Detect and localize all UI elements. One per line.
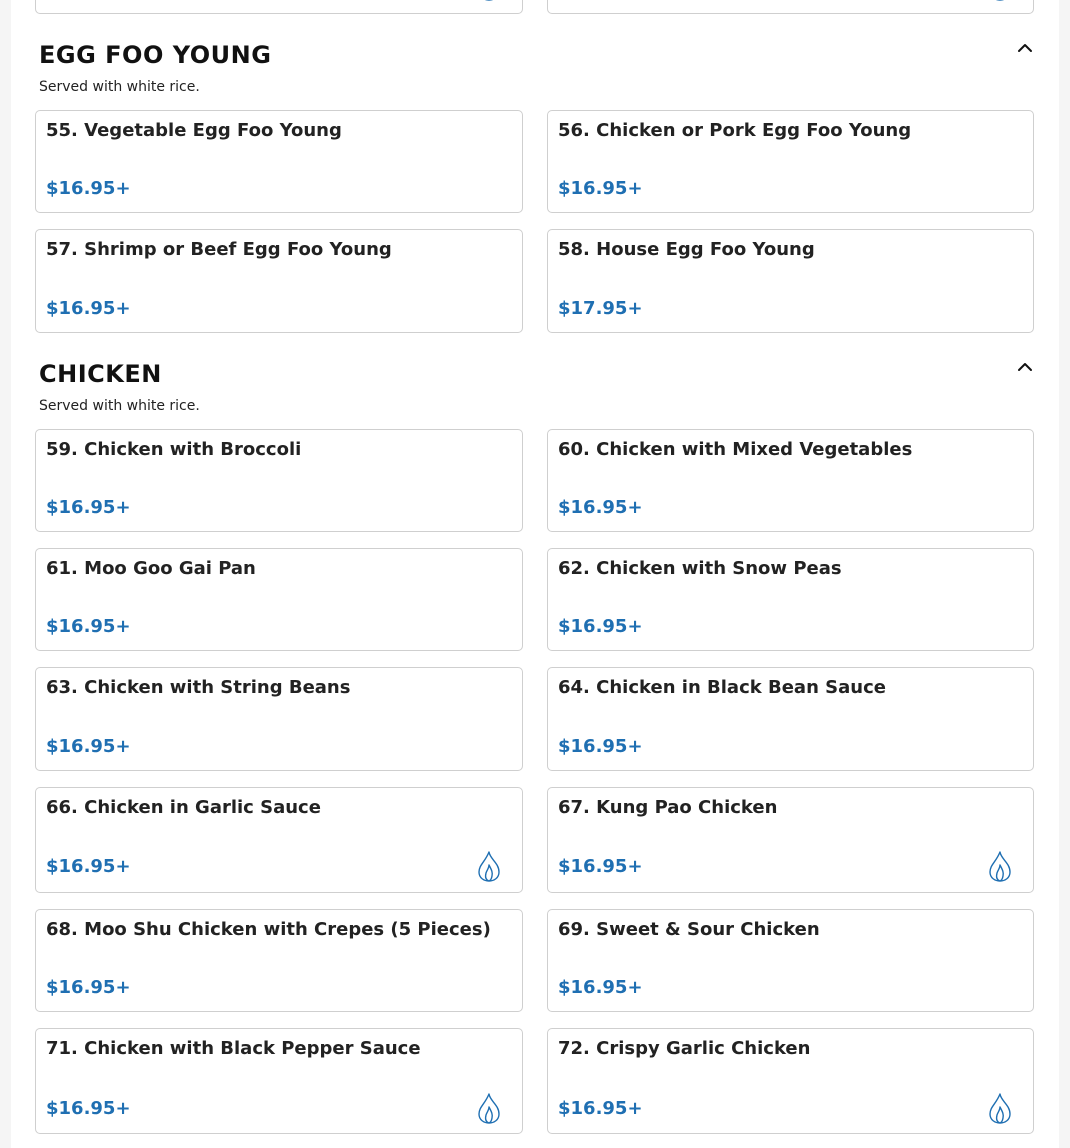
menu-item-card[interactable] — [35, 909, 523, 1012]
flame-icon — [987, 1092, 1013, 1124]
flame-icon — [476, 850, 502, 882]
menu-item-name: 71. Chicken with Black Pepper Sauce — [46, 1038, 421, 1059]
section-subtitle: Served with white rice. — [39, 79, 200, 95]
menu-item-name: 72. Crispy Garlic Chicken — [558, 1038, 811, 1059]
menu-item-card[interactable] — [35, 548, 523, 651]
menu-item-price: $16.95+ — [46, 298, 131, 319]
menu-item-price: $16.95+ — [46, 616, 131, 637]
section-title: CHICKEN — [39, 360, 162, 388]
menu-item-price: $16.95+ — [558, 616, 643, 637]
menu-item-card[interactable] — [547, 548, 1034, 651]
menu-page — [11, 0, 1059, 1148]
menu-item-card[interactable] — [35, 1028, 523, 1134]
menu-item-price: $16.95+ — [46, 977, 131, 998]
menu-item-name: 66. Chicken in Garlic Sauce — [46, 797, 321, 818]
menu-item-price: $16.95+ — [46, 178, 131, 199]
menu-item-card[interactable] — [35, 110, 523, 213]
menu-item-price: $16.95+ — [558, 856, 643, 877]
section-subtitle: Served with white rice. — [39, 398, 200, 414]
menu-item-card-partial[interactable] — [547, 0, 1034, 14]
chevron-up-icon[interactable] — [1016, 42, 1034, 54]
menu-item-card[interactable] — [35, 667, 523, 771]
menu-item-price: $16.95+ — [46, 856, 131, 877]
flame-icon — [987, 850, 1013, 882]
menu-item-name: 56. Chicken or Pork Egg Foo Young — [558, 120, 912, 141]
menu-item-card[interactable] — [547, 1028, 1034, 1134]
flame-icon — [987, 0, 1013, 1]
menu-item-name: 61. Moo Goo Gai Pan — [46, 558, 256, 579]
menu-item-name: 69. Sweet & Sour Chicken — [558, 919, 820, 940]
menu-item-card[interactable] — [35, 787, 523, 893]
menu-item-price: $16.95+ — [46, 736, 131, 757]
menu-item-card[interactable] — [35, 229, 523, 333]
menu-item-name: 57. Shrimp or Beef Egg Foo Young — [46, 239, 392, 260]
menu-item-name: 58. House Egg Foo Young — [558, 239, 815, 260]
menu-item-card[interactable] — [547, 110, 1034, 213]
menu-item-name: 64. Chicken in Black Bean Sauce — [558, 677, 886, 698]
menu-item-name: 59. Chicken with Broccoli — [46, 439, 302, 460]
menu-item-name: 60. Chicken with Mixed Vegetables — [558, 439, 913, 460]
menu-item-card[interactable] — [547, 429, 1034, 532]
menu-item-price: $17.95+ — [558, 298, 643, 319]
menu-item-card[interactable] — [547, 909, 1034, 1012]
flame-icon — [476, 1092, 502, 1124]
menu-item-price: $16.95+ — [558, 1098, 643, 1119]
flame-icon — [476, 0, 502, 1]
menu-item-card[interactable] — [547, 229, 1034, 333]
menu-item-card[interactable] — [547, 667, 1034, 771]
menu-item-price: $16.95+ — [46, 1098, 131, 1119]
menu-item-price: $16.95+ — [558, 497, 643, 518]
menu-item-name: 67. Kung Pao Chicken — [558, 797, 778, 818]
menu-item-name: 62. Chicken with Snow Peas — [558, 558, 842, 579]
menu-item-card[interactable] — [547, 787, 1034, 893]
menu-item-price: $16.95+ — [46, 497, 131, 518]
menu-item-price: $16.95+ — [558, 178, 643, 199]
menu-item-name: 55. Vegetable Egg Foo Young — [46, 120, 342, 141]
section-title: EGG FOO YOUNG — [39, 41, 272, 69]
chevron-up-icon[interactable] — [1016, 361, 1034, 373]
menu-item-card-partial[interactable] — [35, 0, 523, 14]
menu-item-name: 63. Chicken with String Beans — [46, 677, 351, 698]
menu-item-price: $16.95+ — [558, 736, 643, 757]
menu-item-price: $16.95+ — [558, 977, 643, 998]
menu-item-card[interactable] — [35, 429, 523, 532]
menu-item-name: 68. Moo Shu Chicken with Crepes (5 Pieces) — [46, 919, 491, 940]
